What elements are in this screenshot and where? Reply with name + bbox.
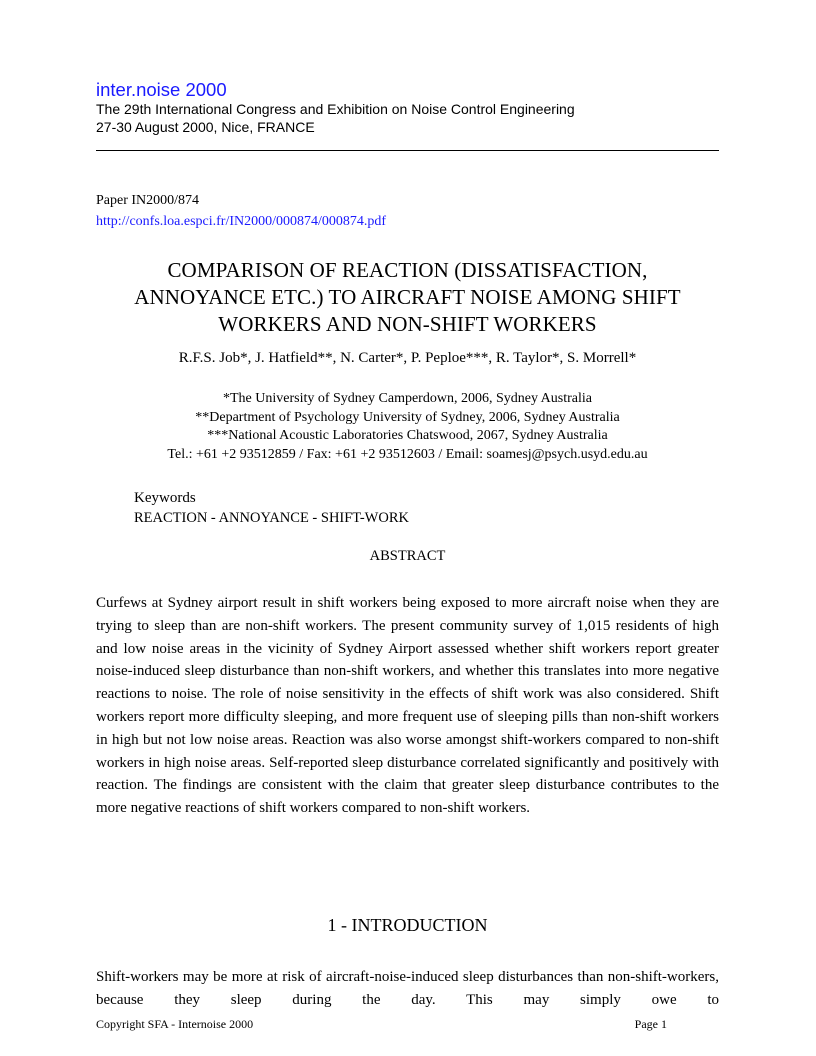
conference-subtitle: The 29th International Congress and Exhibition on Noise Control Engineering (96, 101, 575, 117)
abstract-text: Curfews at Sydney airport result in shift workers being exposed to more aircraft noise when they are trying to sleep than are non-shift workers. The present community survey of 1,015 residents of high and low noise areas in the vicinity of Sydney Airport assessed whether shift workers report greater noise-induced sleep disturbance than non-shift workers, and whether this translates into more negative reactions to noise. The role of noise sensitivity in the effects of shift work was also considered. Shift workers report more difficulty sleeping, and more frequent use of sleeping pills than non-shift workers in high but not low noise areas. Reaction was also worse amongst shift-workers compared to non-shift workers in high noise areas. Self-reported sleep disturbance correlated significantly and positively with reaction. The findings are consistent with the claim that greater sleep disturbance contributes to the more negative reactions of shift workers compared to non-shift workers. (96, 595, 719, 817)
paper-page (96, 0, 719, 1056)
author-list: R.F.S. Job*, J. Hatfield**, N. Carter*, P. Peploe***, R. Taylor*, S. Morrell* (178, 350, 637, 366)
keywords-value: REACTION - ANNOYANCE - SHIFT-WORK (134, 510, 409, 526)
conference-dates: 27-30 August 2000, Nice, FRANCE (96, 119, 315, 135)
keywords-label: Keywords (134, 490, 196, 506)
title-line: COMPARISON OF REACTION (DISSATISFACTION, (167, 258, 648, 282)
page-number: Page 1 (634, 1017, 667, 1031)
copyright-notice: Copyright SFA - Internoise 2000 (96, 1017, 254, 1031)
affiliations (96, 390, 719, 464)
header-divider (96, 150, 719, 151)
introduction-text: Shift-workers may be more at risk of aircraft-noise-induced sleep disturbances than non-shift-workers, because they sleep during the day. This may simply owe to (96, 969, 719, 1008)
paper-id: Paper IN2000/874 (96, 193, 200, 208)
paper-title (96, 257, 719, 338)
affiliation-line: **Department of Psychology University of Sydney, 2006, Sydney Australia (195, 409, 620, 425)
affiliation-line: *The University of Sydney Camperdown, 2006, Sydney Australia (222, 391, 592, 406)
title-line: WORKERS AND NON-SHIFT WORKERS (218, 312, 597, 336)
contact-line: Tel.: +61 +2 93512859 / Fax: +61 +2 93512603 / Email: soamesj@psych.usyd.edu.au (167, 446, 648, 462)
title-line: ANNOYANCE ETC.) TO AIRCRAFT NOISE AMONG SHIFT (134, 285, 681, 309)
paper-url-link[interactable]: http://confs.loa.espci.fr/IN2000/000874/000874.pdf (96, 214, 387, 229)
conference-name: inter.noise 2000 (96, 79, 227, 100)
introduction-heading: 1 - INTRODUCTION (327, 915, 488, 935)
abstract-heading: ABSTRACT (369, 548, 446, 564)
affiliation-line: ***National Acoustic Laboratories Chatswood, 2067, Sydney Australia (207, 428, 608, 443)
